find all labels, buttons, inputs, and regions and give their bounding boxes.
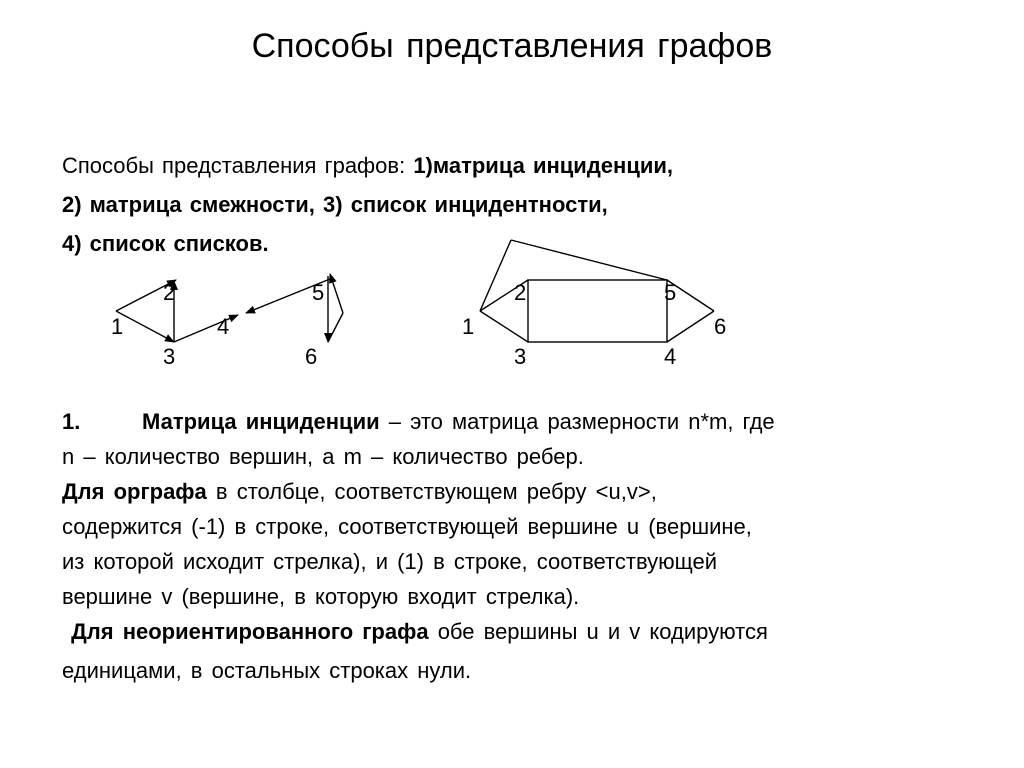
vertex-label-2: 2 <box>163 280 176 305</box>
edge-rectangle-2-5-4-3 <box>528 280 667 342</box>
vertex-label-4: 4 <box>217 314 230 339</box>
digraph-label: Для орграфа <box>62 479 207 504</box>
definition-line-1 <box>62 404 992 439</box>
digraph-text: в столбце, соответствующем ребру <u,v>, <box>206 479 657 504</box>
edge-6-5b <box>330 274 343 313</box>
edge-top-5 <box>511 240 667 280</box>
vertex-label-2: 2 <box>514 280 527 305</box>
vertex-label-3: 3 <box>163 344 176 369</box>
definition-section <box>62 404 992 688</box>
intro-item-1: 1)матрица инциденции, <box>413 153 674 178</box>
edge-1-3 <box>480 311 528 342</box>
digraph-line-3: из которой исходит стрелка), и (1) в строке, соответствующей <box>62 549 718 574</box>
list-number: 1. <box>62 409 81 434</box>
undirected-label: Для неориентированного графа <box>71 619 429 644</box>
vertex-label-1: 1 <box>111 314 124 339</box>
definition-text: – это матрица размерности n*m, где <box>379 409 775 434</box>
intro-lead-text: Способы представления графов: <box>62 153 414 178</box>
vertex-label-3: 3 <box>514 344 527 369</box>
undirected-line-1 <box>62 614 992 649</box>
vertex-label-6: 6 <box>714 314 727 339</box>
vertex-label-1: 1 <box>462 314 475 339</box>
digraph-line-2: содержится (-1) в строке, соответствующей вершине u (вершине, <box>62 514 752 539</box>
intro-items-2-3: 2) матрица смежности, 3) список инцидентности, <box>62 192 608 217</box>
undirected-line-2: единицами, в остальных строках нули. <box>62 658 472 683</box>
vertex-label-5: 5 <box>664 280 677 305</box>
edge-6-5a <box>328 313 343 342</box>
digraph-line-4: вершине v (вершине, в которую входит стрелка). <box>62 584 580 609</box>
definition-line-2: n – количество вершин, а m – количество ребер. <box>62 444 584 469</box>
digraph-line-1 <box>62 474 992 509</box>
vertex-label-5: 5 <box>312 280 325 305</box>
intro-item-4: 4) список списков. <box>62 231 269 256</box>
edge-1-3 <box>116 311 174 342</box>
vertex-label-6: 6 <box>305 344 318 369</box>
term-incidence-matrix: Матрица инциденции <box>142 409 380 434</box>
undirected-text: обе вершины u и v кодируются <box>428 619 768 644</box>
slide-title: Способы представления графов <box>251 27 773 65</box>
directed-graph <box>116 274 343 342</box>
vertex-label-4: 4 <box>664 344 677 369</box>
edge-4-6 <box>667 311 714 342</box>
directed-graph-labels <box>111 280 324 369</box>
